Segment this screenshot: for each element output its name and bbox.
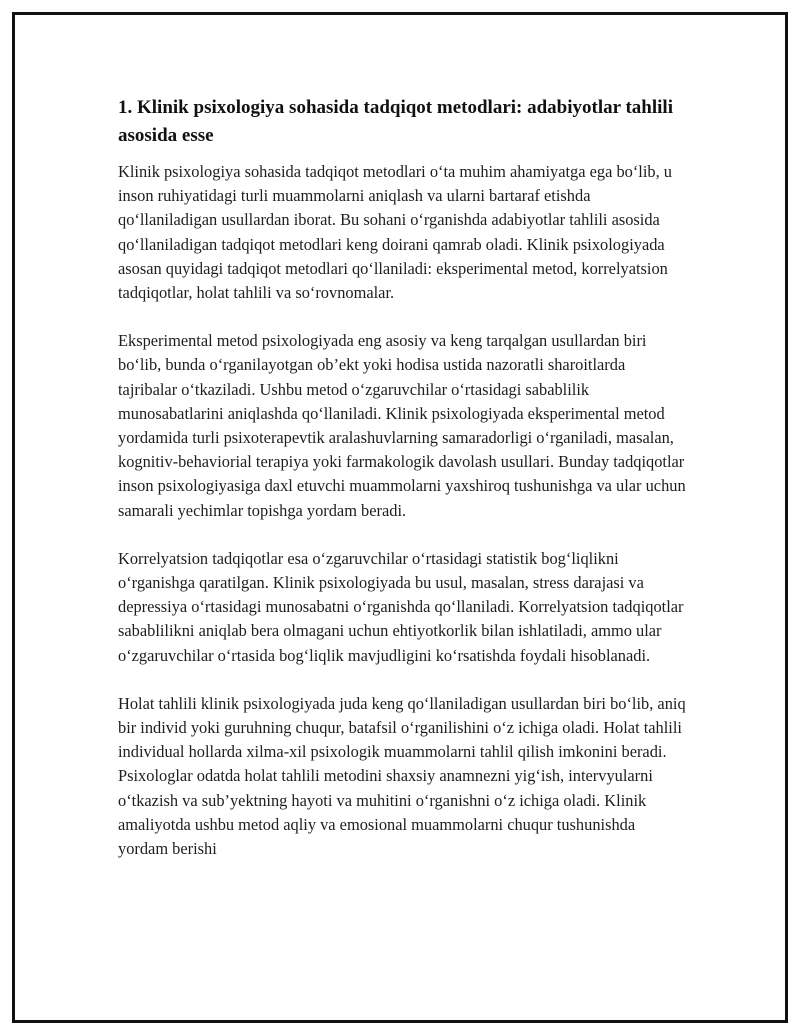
paragraph-case-study: Holat tahlili klinik psixologiyada juda keng qo‘llaniladigan usullardan biri bo‘lib, aniq bir individ yoki guruhning chuqur, batafsil o‘rganilishini o‘z ichiga oladi. Holat tahlili individual hollarda xilma-xil psixologik muammolarni tahlil qilish imkonini beradi. Psixologlar odatda holat tahlili metodini shaxsiy anamnezni yig‘ish, intervyularni o‘tkazish va sub’yektning hayoti va muhitini o‘rganishni o‘z ichiga oladi. Klinik amaliyotda ushbu metod aqliy va emosional muammolarni chuqur tushunishda yordam berishi [118,693,686,859]
paragraph-correlational-research: Korrelyatsion tadqiqotlar esa o‘zgaruvchilar o‘rtasidagi statistik bog‘liqlikni o‘rganishga qaratilgan. Klinik psixologiyada bu usul, masalan, stress darajasi va depressiya o‘rtasidagi munosabatni o‘rganishda qo‘llaniladi. Korrelyatsion tadqiqotlar sabablilikni aniqlab bera olmagani uchun ehtiyotkorlik bilan ishlatiladi, ammo ular o‘zgaruvchilar o‘rtasida bog‘liqlik mavjudligini ko‘rsatishda foydali hisoblanadi. [118,548,684,665]
document-body [118,94,688,885]
document-title: 1. Klinik psixologiya sohasida tadqiqot metodlari: adabiyotlar tahlili asosida esse [118,97,673,146]
paragraph-intro: Klinik psixologiya sohasida tadqiqot metodlari o‘ta muhim ahamiyatga ega bo‘lib, u inson ruhiyatidagi turli muammolarni aniqlash va ularni bartaraf etishda qo‘llaniladigan usullardan iborat. Bu sohani o‘rganishda adabiyotlar tahlili asosida qo‘llaniladigan tadqiqot metodlari keng doirani qamrab oladi. Klinik psixologiyada asosan quyidagi tadqiqot metodlari qo‘llaniladi: eksperimental metod, korrelyatsion tadqiqotlar, holat tahlili va so‘rovnomalar. [118,162,672,303]
paragraph-experimental-method: Eksperimental metod psixologiyada eng asosiy va keng tarqalgan usullardan biri bo‘lib, bunda o‘rganilayotgan ob’ekt yoki hodisa ustida nazoratli sharoitlarda tajribalar o‘tkaziladi. Ushbu metod o‘zgaruvchilar o‘rtasidagi sabablilik munosabatlarini aniqlashda qo‘llaniladi. Klinik psixologiyada eksperimental metod yordamida turli psixoterapevtik aralashuvlarning samaradorligi o‘rganiladi, masalan, kognitiv-behaviorial terapiya yoki farmakologik davolash usullari. Bunday tadqiqotlar inson psixologiyasiga daxl etuvchi muammolarni yaxshiroq tushunishga va ular uchun samarali yechimlar topishga yordam beradi. [118,331,686,520]
